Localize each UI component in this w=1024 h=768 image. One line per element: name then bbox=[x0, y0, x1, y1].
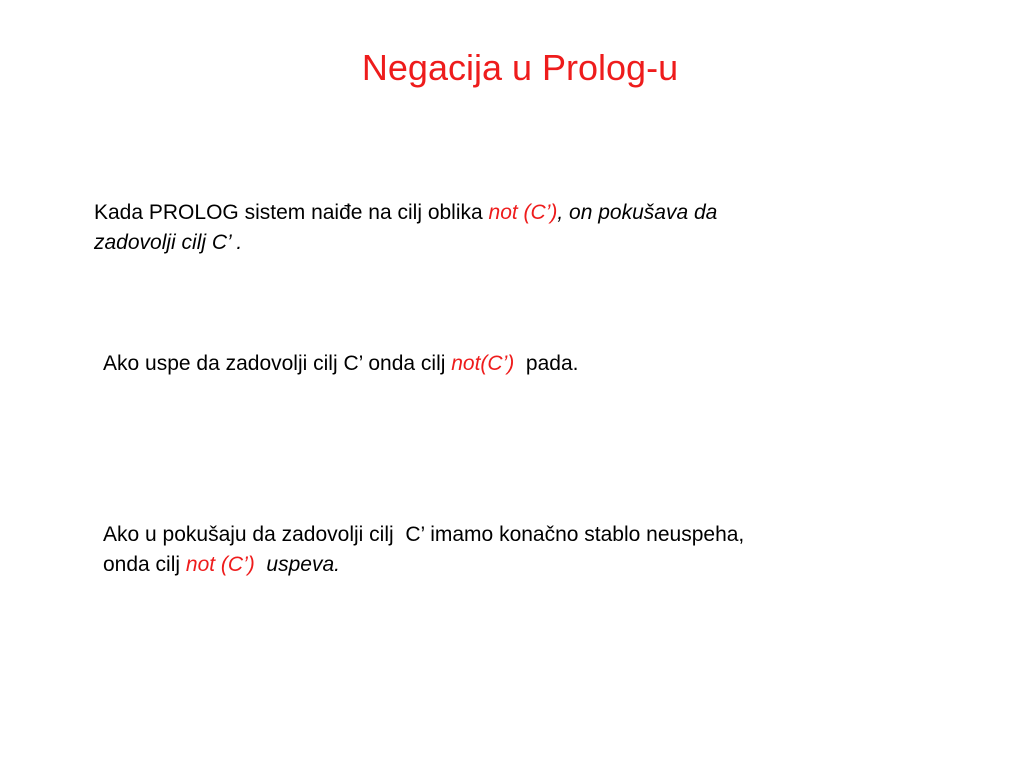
not-term: not (C’) bbox=[185, 553, 255, 576]
paragraph-failure-succeeds bbox=[103, 520, 744, 580]
paragraph-text: Kada PROLOG sistem naiđe na cilj oblika bbox=[94, 201, 489, 224]
paragraph-text: Ako uspe da zadovolji cilj C’ onda cilj bbox=[103, 352, 452, 375]
paragraph-text: onda cilj bbox=[103, 553, 186, 576]
paragraph-not-goal-attempt bbox=[94, 198, 717, 258]
not-term: not(C’) bbox=[451, 352, 515, 375]
paragraph-italic-text: , on pokušava da bbox=[557, 201, 718, 224]
paragraph-text: pada. bbox=[514, 352, 579, 375]
paragraph-line: zadovolji cilj C’ . bbox=[94, 231, 243, 254]
paragraph-line: Ako u pokušaju da zadovolji cilj C’ imamo konačno stablo neuspeha, bbox=[103, 523, 745, 546]
paragraph-success-fails bbox=[103, 349, 578, 379]
paragraph-line bbox=[103, 550, 744, 580]
paragraph-italic-text: uspeva. bbox=[254, 553, 340, 576]
not-term: not (C’) bbox=[488, 201, 558, 224]
paragraph-line bbox=[94, 198, 717, 228]
slide-title: Negacija u Prolog-u bbox=[361, 47, 679, 88]
